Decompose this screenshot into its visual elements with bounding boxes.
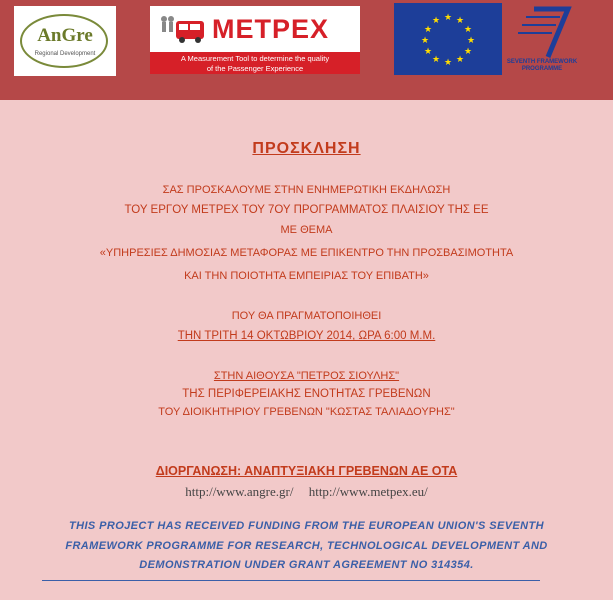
invitation-body [0, 100, 613, 600]
header-band [0, 0, 613, 100]
metpex-tagline [150, 52, 360, 74]
svg-text:★: ★ [463, 47, 473, 57]
fp7-seven-mark [504, 3, 580, 59]
divider [42, 580, 540, 581]
venue-line: ΤΟΥ ΔΙΟΙΚΗΤΗΡΙΟΥ ΓΡΕΒΕΝΩΝ "ΚΩΣΤΑΣ ΤΑΛΙΑΔΟΥΡΗΣ" [158, 406, 455, 418]
svg-text:★: ★ [443, 13, 453, 23]
svg-text:★: ★ [455, 55, 465, 65]
venue-line: ΤΗΣ ΠΕΡΙΦΕΡΕΙΑΚΗΣ ΕΝΟΤΗΤΑΣ ΓΡΕΒΕΝΩΝ [182, 388, 431, 400]
svg-text:★: ★ [466, 36, 476, 46]
topic-line: «ΥΠΗΡΕΣΙΕΣ ΔΗΜΟΣΙΑΣ ΜΕΤΑΦΟΡΑΣ ΜΕ ΕΠΙΚΕΝΤΡΟ ΤΗΝ ΠΡΟΣΒΑΣΙΜΟΤΗΤΑ [99, 247, 514, 259]
fp7-logo-icon [504, 3, 580, 79]
bus-icon [158, 12, 206, 48]
angre-link[interactable]: http://www.angre.gr/ [185, 484, 294, 499]
svg-text:★: ★ [423, 25, 433, 35]
metpex-logo [150, 6, 360, 74]
fp7-caption-line: SEVENTH FRAMEWORK [506, 59, 578, 65]
svg-text:★: ★ [423, 47, 433, 57]
fp7-caption [504, 59, 580, 73]
event-date: ΤΗΝ ΤΡΙΤΗ 14 ΟΚΤΩΒΡΙΟΥ 2014, ΩΡΑ 6:00 Μ.Μ. [177, 330, 436, 342]
angre-logo-name: AnGre [37, 25, 93, 46]
website-links [0, 484, 613, 500]
funding-line: THIS PROJECT HAS RECEIVED FUNDING FROM THE EUROPEAN UNION'S SEVENTH [69, 520, 544, 532]
intro-line: ΣΑΣ ΠΡΟΣΚΑΛΟΥΜΕ ΣΤΗΝ ΕΝΗΜΕΡΩΤΙΚΗ ΕΚΔΗΛΩΣΗ [162, 184, 451, 196]
intro-line: ΜΕ ΘΕΜΑ [280, 224, 333, 236]
metpex-tagline-line: A Measurement Tool to determine the quality [180, 54, 330, 63]
funding-line: FRAMEWORK PROGRAMME FOR RESEARCH, TECHNOLOGICAL DEVELOPMENT AND [65, 540, 548, 552]
svg-text:★: ★ [431, 55, 441, 65]
svg-text:★: ★ [463, 25, 473, 35]
metpex-tagline-line: of the Passenger Experience [206, 64, 304, 73]
intro-line: ΤΟΥ ΕΡΓΟΥ METPEX ΤΟΥ 7ΟΥ ΠΡΟΓΡΑΜΜΑΤΟΣ ΠΛΑΙΣΙΟΥ ΤΗΣ ΕΕ [124, 204, 489, 216]
angre-logo [14, 6, 116, 76]
svg-text:★: ★ [420, 36, 430, 46]
eu-stars [394, 3, 502, 75]
when-intro: ΠΟΥ ΘΑ ΠΡΑΓΜΑΤΟΠΟΙΗΘΕΙ [231, 310, 382, 322]
metpex-link[interactable]: http://www.metpex.eu/ [308, 484, 428, 499]
organizer: ΔΙΟΡΓΑΝΩΣΗ: ΑΝΑΠΤΥΞΙΑΚΗ ΓΡΕΒΕΝΩΝ ΑΕ ΟΤΑ [155, 464, 458, 478]
topic-line: ΚΑΙ ΤΗΝ ΠΟΙΟΤΗΤΑ ΕΜΠΕΙΡΙΑΣ ΤΟΥ ΕΠΙΒΑΤΗ» [184, 270, 429, 282]
svg-text:★: ★ [431, 16, 441, 26]
angre-logo-subtitle: Regional Development [34, 51, 96, 57]
funding-line: DEMONSTRATION UNDER GRANT AGREEMENT NO 314354. [139, 559, 474, 571]
fp7-caption-line: PROGRAMME [521, 66, 563, 72]
invitation-title: ΠΡΟΣΚΛΗΣΗ [252, 140, 361, 157]
svg-text:★: ★ [455, 16, 465, 26]
svg-text:★: ★ [443, 58, 453, 68]
venue-line: ΣΤΗΝ ΑΙΘΟΥΣΑ "ΠΕΤΡΟΣ ΣΙΟΥΛΗΣ" [213, 370, 400, 382]
eu-flag-icon [394, 3, 502, 75]
metpex-brand: METPEX [212, 14, 330, 44]
